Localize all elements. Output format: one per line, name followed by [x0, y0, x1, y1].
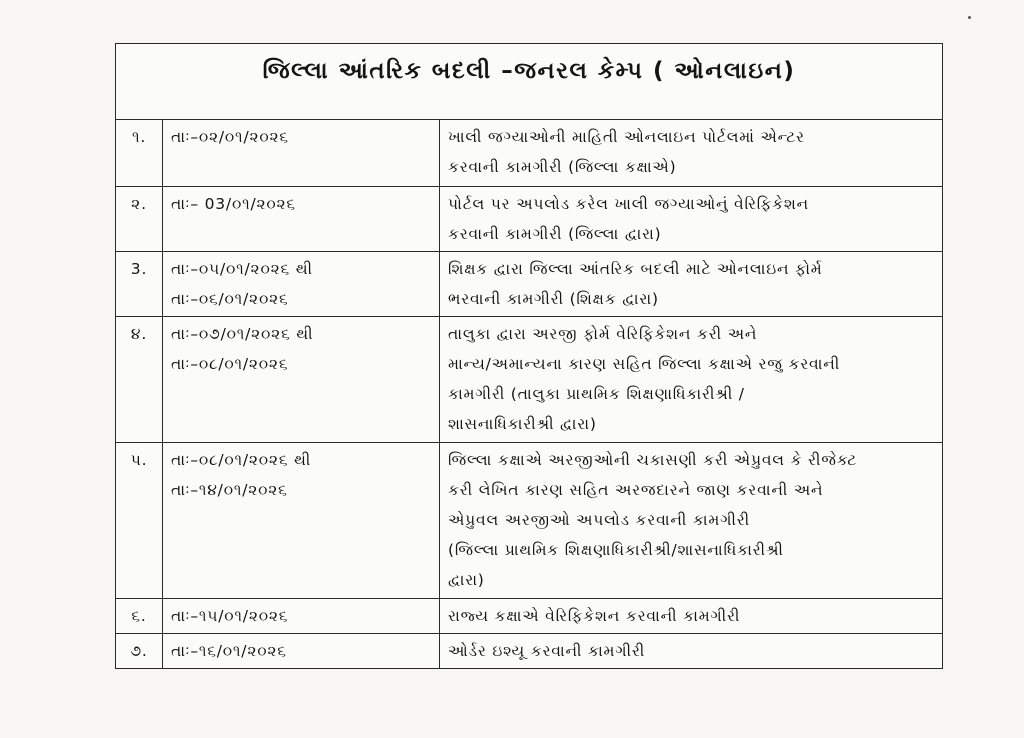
- task-line: ખાલી જગ્યાઓની માહિતી ઓનલાઇન પોર્ટલમાં એન્ટર: [448, 128, 805, 146]
- table-row: [116, 442, 942, 598]
- task-line: કરી લેખિત કારણ સહિત અરજદારને જાણ કરવાની અને: [448, 480, 824, 499]
- row-number: ૬.: [116, 598, 163, 633]
- table-row: [116, 598, 942, 633]
- date-line: તાઃ–૦૮/૦૧/૨૦૨૬ થી: [171, 450, 312, 469]
- task-cell: [440, 186, 943, 251]
- row-number: 3.: [116, 251, 163, 316]
- date-cell: [163, 316, 440, 442]
- task-line: પોર્ટલ પર અપલોડ કરેલ ખાલી જગ્યાઓનું વેરિફિકેશન: [448, 194, 810, 213]
- paper-speck: [968, 16, 971, 19]
- date-cell: [163, 120, 440, 186]
- task-line: ઓર્ડર ઇશ્યૂ કરવાની કામગીરી: [448, 641, 646, 660]
- task-line: તાલુકા દ્વારા અરજી ફોર્મ વેરિફિકેશન કરી અને: [448, 324, 758, 343]
- date-line: તાઃ–૦૭/૦૧/૨૦૨૬ થી: [171, 324, 314, 343]
- task-line: રાજ્ય કક્ષાએ વેરિફિકેશન કરવાની કામગીરી: [448, 606, 741, 625]
- task-cell: [440, 442, 943, 598]
- task-cell: [440, 633, 943, 668]
- date-line: તાઃ–૧૪/૦૧/૨૦૨૬: [171, 480, 288, 499]
- task-line: કરવાની કામગીરી (જિલ્લા કક્ષાએ): [448, 158, 677, 176]
- page-title: જિલ્લા આંતરિક બદલી –જનરલ કેમ્પ ( ઓનલાઇન): [116, 44, 942, 120]
- task-cell: [440, 598, 943, 633]
- date-line: તાઃ–૦૮/૦૧/૨૦૨૬: [171, 354, 289, 373]
- date-cell: [163, 633, 440, 668]
- task-line: (જિલ્લા પ્રાથમિક શિક્ષણાધિકારીશ્રી/શાસનાધિકારીશ્રી: [448, 540, 784, 559]
- task-cell: [440, 251, 943, 316]
- task-line: કરવાની કામગીરી (જિલ્લા દ્વારા): [448, 224, 662, 243]
- row-number: ૭.: [116, 633, 163, 668]
- table-row: [116, 633, 942, 668]
- date-cell: [163, 442, 440, 598]
- task-line: જિલ્લા કક્ષાએ અરજીઓની ચકાસણી કરી એપ્રુવલ કે રીજેક્ટ: [448, 450, 858, 469]
- task-line: દ્વારા): [448, 570, 485, 589]
- date-line: તાઃ–૦૨/૦૧/૨૦૨૬: [171, 128, 289, 146]
- date-line: તાઃ–૧૫/૦૧/૨૦૨૬: [171, 606, 289, 625]
- date-line: તાઃ–૦૬/૦૧/૨૦૨૬: [171, 289, 289, 308]
- task-cell: [440, 120, 943, 186]
- task-cell: [440, 316, 943, 442]
- table-row: [116, 316, 942, 442]
- task-line: કામગીરી (તાલુકા પ્રાથમિક શિક્ષણાધિકારીશ્રી /: [448, 384, 745, 403]
- date-cell: [163, 598, 440, 633]
- row-number: ૧.: [116, 120, 163, 186]
- task-line: માન્ય/અમાન્યના કારણ સહિત જિલ્લા કક્ષાએ રજુ કરવાની: [448, 354, 841, 373]
- task-line: ભરવાની કામગીરી (શિક્ષક દ્વારા): [448, 289, 659, 308]
- table-row: [116, 186, 942, 251]
- row-number: પ.: [116, 442, 163, 598]
- date-cell: [163, 186, 440, 251]
- row-number: ૨.: [116, 186, 163, 251]
- date-line: તાઃ– 03/૦૧/૨૦૨૬: [171, 194, 296, 213]
- date-line: તાઃ–૦૫/૦૧/૨૦૨૬ થી: [171, 259, 313, 278]
- task-line: એપ્રુવલ અરજીઓ અપલોડ કરવાની કામગીરી: [448, 510, 750, 529]
- date-cell: [163, 251, 440, 316]
- date-line: તાઃ–૧૬/૦૧/૨૦૨૬: [171, 641, 287, 660]
- task-line: શિક્ષક દ્વારા જિલ્લા આંતરિક બદલી માટે ઓનલાઇન ફોર્મ: [448, 259, 823, 278]
- task-line: શાસનાધિકારીશ્રી દ્વારા): [448, 414, 597, 433]
- schedule-table: [116, 120, 942, 668]
- table-row: [116, 120, 942, 186]
- table-row: [116, 251, 942, 316]
- schedule-table-frame: [115, 43, 943, 669]
- row-number: ૪.: [116, 316, 163, 442]
